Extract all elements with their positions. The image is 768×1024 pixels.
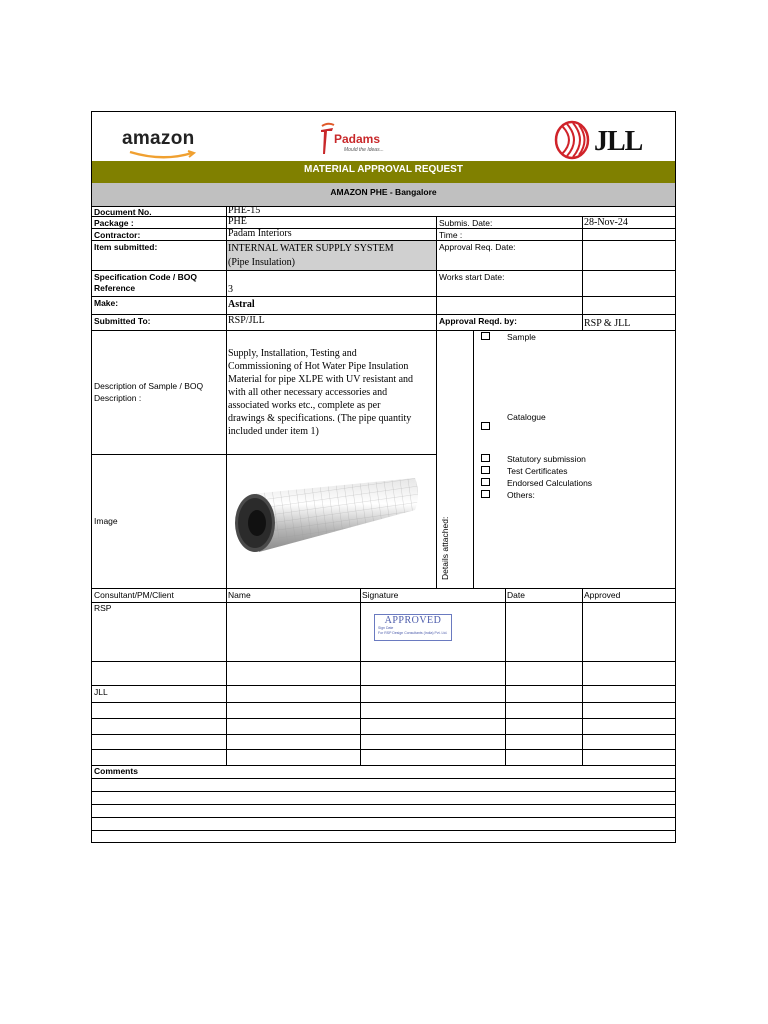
approval-reqd-by-value: RSP & JLL	[584, 318, 631, 329]
checkbox-statutory[interactable]	[481, 454, 490, 462]
jll-swirl-icon	[554, 120, 590, 160]
checklist-others-label: Others:	[507, 490, 535, 500]
details-attached-label: Details attached:	[440, 516, 450, 580]
pipe-insulation-image	[229, 472, 421, 560]
amazon-logo: amazon	[122, 128, 214, 154]
package-label: Package :	[94, 218, 134, 228]
header-date: Date	[507, 590, 525, 600]
checklist-endorsed-calculations-label: Endorsed Calculations	[507, 478, 593, 488]
spec-label-1: Specification Code / BOQ	[94, 272, 197, 282]
form-title: MATERIAL APPROVAL REQUEST	[304, 164, 463, 175]
jll-logo: JLL	[554, 120, 654, 162]
checklist-catalogue-label: Catalogue	[507, 412, 546, 422]
checklist-test-certificates-label: Test Certificates	[507, 466, 568, 476]
submis-date-label: Submis. Date:	[439, 218, 493, 228]
document-no-value: PHE-15	[228, 205, 261, 216]
document-no-label: Document No.	[94, 207, 152, 217]
checkbox-test-certificates[interactable]	[481, 466, 490, 474]
item-submitted-value-2: (Pipe Insulation)	[228, 257, 295, 268]
submis-date-value: 28-Nov-24	[584, 217, 628, 228]
header-name: Name	[228, 590, 251, 600]
comments-label: Comments	[94, 766, 138, 776]
amazon-smile-icon	[128, 150, 198, 160]
description-text: Supply, Installation, Testing and Commissioning of Hot Water Pipe Insulation Material for pipe XLPE with UV resistant and with all other necessary accessories and associated works etc., complete as per drawings & specifications. (The pipe quantity included under item 1)	[228, 348, 414, 437]
contractor-value: Padam Interiors	[228, 228, 292, 239]
checkbox-others[interactable]	[481, 490, 490, 498]
header-consultant: Consultant/PM/Client	[94, 590, 174, 600]
package-value: PHE	[228, 216, 247, 227]
header-signature: Signature	[362, 590, 399, 600]
image-label: Image	[94, 516, 118, 526]
approval-reqd-by-label: Approval Reqd. by:	[439, 316, 517, 326]
approval-req-date-label: Approval Req. Date:	[439, 242, 516, 252]
make-value: Astral	[228, 299, 255, 310]
checkbox-sample[interactable]	[481, 332, 490, 340]
submitted-to-label: Submitted To:	[94, 316, 151, 326]
time-label: Time :	[439, 230, 463, 240]
checkbox-endorsed-calculations[interactable]	[481, 478, 490, 486]
rsp-label: RSP	[94, 603, 112, 613]
approved-stamp: APPROVED Sign Date For RSP Design Consultants (India) Pvt. Ltd.	[374, 614, 452, 641]
item-submitted-value-1: INTERNAL WATER SUPPLY SYSTEM	[228, 243, 394, 254]
jll-label: JLL	[94, 687, 108, 697]
contractor-label: Contractor:	[94, 230, 141, 240]
checklist-statutory-label: Statutory submission	[507, 454, 586, 464]
header-approved: Approved	[584, 590, 621, 600]
spec-value: 3	[228, 284, 233, 295]
material-approval-form	[91, 111, 676, 843]
checkbox-catalogue[interactable]	[481, 422, 490, 430]
padams-logo: Padams Mould the Ideas...	[318, 122, 408, 162]
make-label: Make:	[94, 298, 119, 308]
works-start-label: Works start Date:	[439, 272, 505, 282]
description-label-1: Description of Sample / BOQ	[94, 381, 204, 391]
submitted-to-value: RSP/JLL	[228, 315, 265, 326]
spec-label-2: Reference	[94, 283, 136, 293]
description-label-2: Description :	[94, 393, 142, 403]
item-submitted-label: Item submitted:	[94, 242, 158, 252]
form-subtitle: AMAZON PHE - Bangalore	[330, 187, 437, 197]
checklist-sample-label: Sample	[507, 332, 536, 342]
